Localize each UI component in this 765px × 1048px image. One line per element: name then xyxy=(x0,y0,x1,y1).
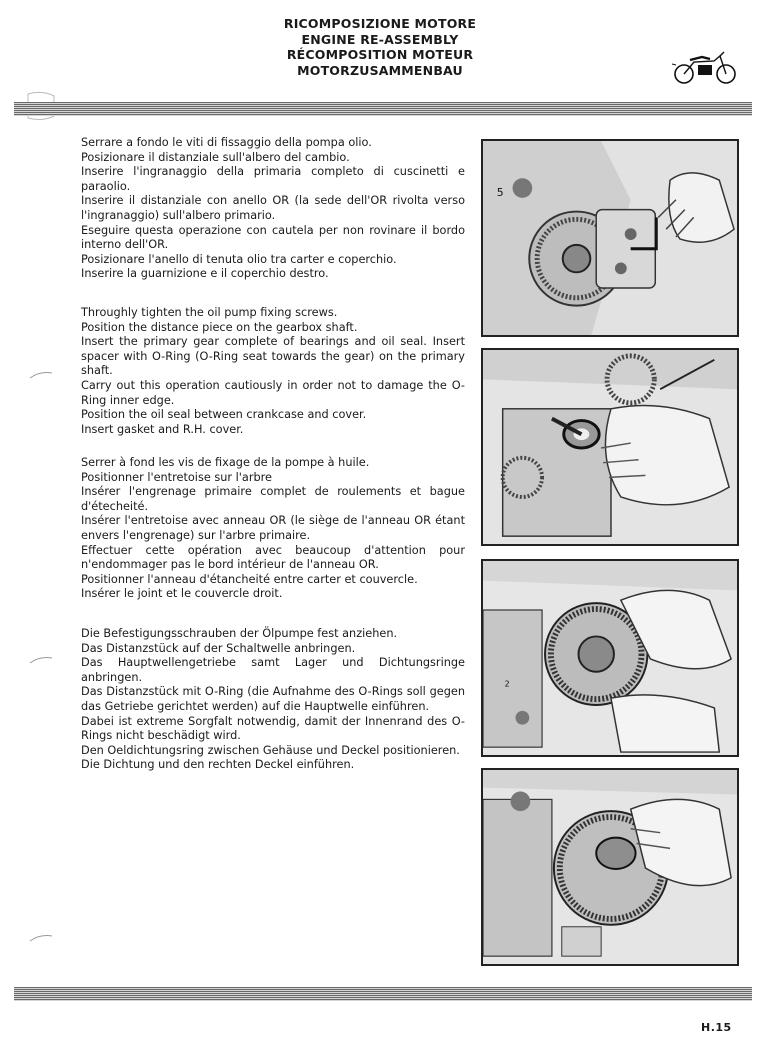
paragraph-line: Inserire l'ingranaggio della primaria completo di cuscinetti e paraolio. xyxy=(81,165,465,193)
paragraph-line: Eseguire questa operazione con cautela per non rovinare il bordo interno dell'OR. xyxy=(81,223,465,252)
title-english: ENGINE RE-ASSEMBLY xyxy=(301,31,459,47)
paragraph-line: Inserire la guarnizione e il coperchio destro. xyxy=(81,267,329,281)
text-block-italian xyxy=(81,136,465,282)
paragraph-line: Den Oeldichtungsring zwischen Gehäuse und Deckel positionieren. xyxy=(81,743,460,757)
text-block-english xyxy=(81,306,465,437)
photo-spacer-insertion xyxy=(481,348,739,546)
paragraph-line: Dabei ist extreme Sorgfalt notwendig, damit der Innenrand des O-Rings nicht beschädigt wird. xyxy=(81,714,465,743)
bottom-divider xyxy=(14,987,752,1001)
paragraph-line: Position the distance piece on the gearbox shaft. xyxy=(81,320,358,334)
paragraph-line: Positionner l'entretoise sur l'arbre xyxy=(81,470,272,484)
photo-oil-pump-tightening xyxy=(481,139,739,337)
page-header xyxy=(200,16,560,78)
margin-mark xyxy=(28,370,54,380)
text-block-french xyxy=(81,456,465,602)
paragraph-line: Inserire il distanziale con anello OR (la sede dell'OR rivolta verso l'ingranaggio) sull'albero primario. xyxy=(81,194,465,222)
paragraph-line: Posizionare l'anello di tenuta olio tra carter e coperchio. xyxy=(81,252,397,266)
paragraph-line: Die Befestigungsschrauben der Ölpumpe fest anziehen. xyxy=(81,627,398,640)
paragraph-line: Positionner l'anneau d'étancheité entre carter et couvercle. xyxy=(81,572,418,586)
paragraph-line: Das Distanzstück auf der Schaltwelle anbringen. xyxy=(81,641,356,655)
photo-callout: 2 xyxy=(504,679,510,689)
paragraph-line: Insert the primary gear complete of bearings and oil seal. Insert spacer with O-Ring (O-Ring seat towards the gear) on the primary shaft. xyxy=(81,335,465,378)
photo-gear-on-shaft xyxy=(481,768,739,966)
title-italian: RICOMPOSIZIONE MOTORE xyxy=(283,16,477,31)
photo-callout: 5 xyxy=(496,185,504,199)
paragraph-line: Das Hauptwellengetriebe samt Lager und Dichtungsringe anbringen. xyxy=(81,656,465,684)
paragraph-line: Carry out this operation cautiously in order not to damage the O-Ring inner edge. xyxy=(81,378,465,407)
text-block-german xyxy=(81,627,465,773)
paragraph-line: Posizionare il distanziale sull'albero del cambio. xyxy=(81,150,350,164)
page-number: H.15 xyxy=(701,1021,732,1034)
paragraph-line: Position the oil seal between crankcase and cover. xyxy=(81,408,367,422)
paragraph-line: Insérer l'engrenage primaire complet de roulements et bague d'étecheité. xyxy=(81,485,465,513)
paragraph-line: Die Dichtung und den rechten Deckel einführen. xyxy=(81,758,355,772)
paragraph-line: Insert gasket and R.H. cover. xyxy=(81,422,244,436)
paragraph-line: Effectuer cette opération avec beaucoup d'attention pour n'endommager pas le bord intérieur de l'anneau OR. xyxy=(81,543,465,572)
title-german: MOTORZUSAMMENBAU xyxy=(297,62,463,78)
paragraph-line: Insérer l'entretoise avec anneau OR (le siège de l'anneau OR étant envers l'engrenage) sur l'arbre primaire. xyxy=(81,514,465,542)
paragraph-line: Insérer le joint et le couvercle droit. xyxy=(81,587,283,601)
paragraph-line: Serrer à fond les vis de fixage de la pompe à huile. xyxy=(81,456,370,469)
paragraph-line: Das Distanzstück mit O-Ring (die Aufnahme des O-Rings soll gegen das Getriebe gerichtet werden) auf die Hauptwelle einführen. xyxy=(81,685,465,713)
margin-mark xyxy=(28,933,54,943)
margin-mark xyxy=(28,655,54,665)
paragraph-line: Throughly tighten the oil pump fixing screws. xyxy=(81,306,338,319)
motorcycle-engine-icon xyxy=(668,47,740,87)
top-divider xyxy=(14,102,752,116)
title-french: RÉCOMPOSITION MOTEUR xyxy=(286,47,474,62)
photo-primary-gear-fitting xyxy=(481,559,739,757)
paragraph-line: Serrare a fondo le viti di fissaggio della pompa olio. xyxy=(81,136,372,149)
